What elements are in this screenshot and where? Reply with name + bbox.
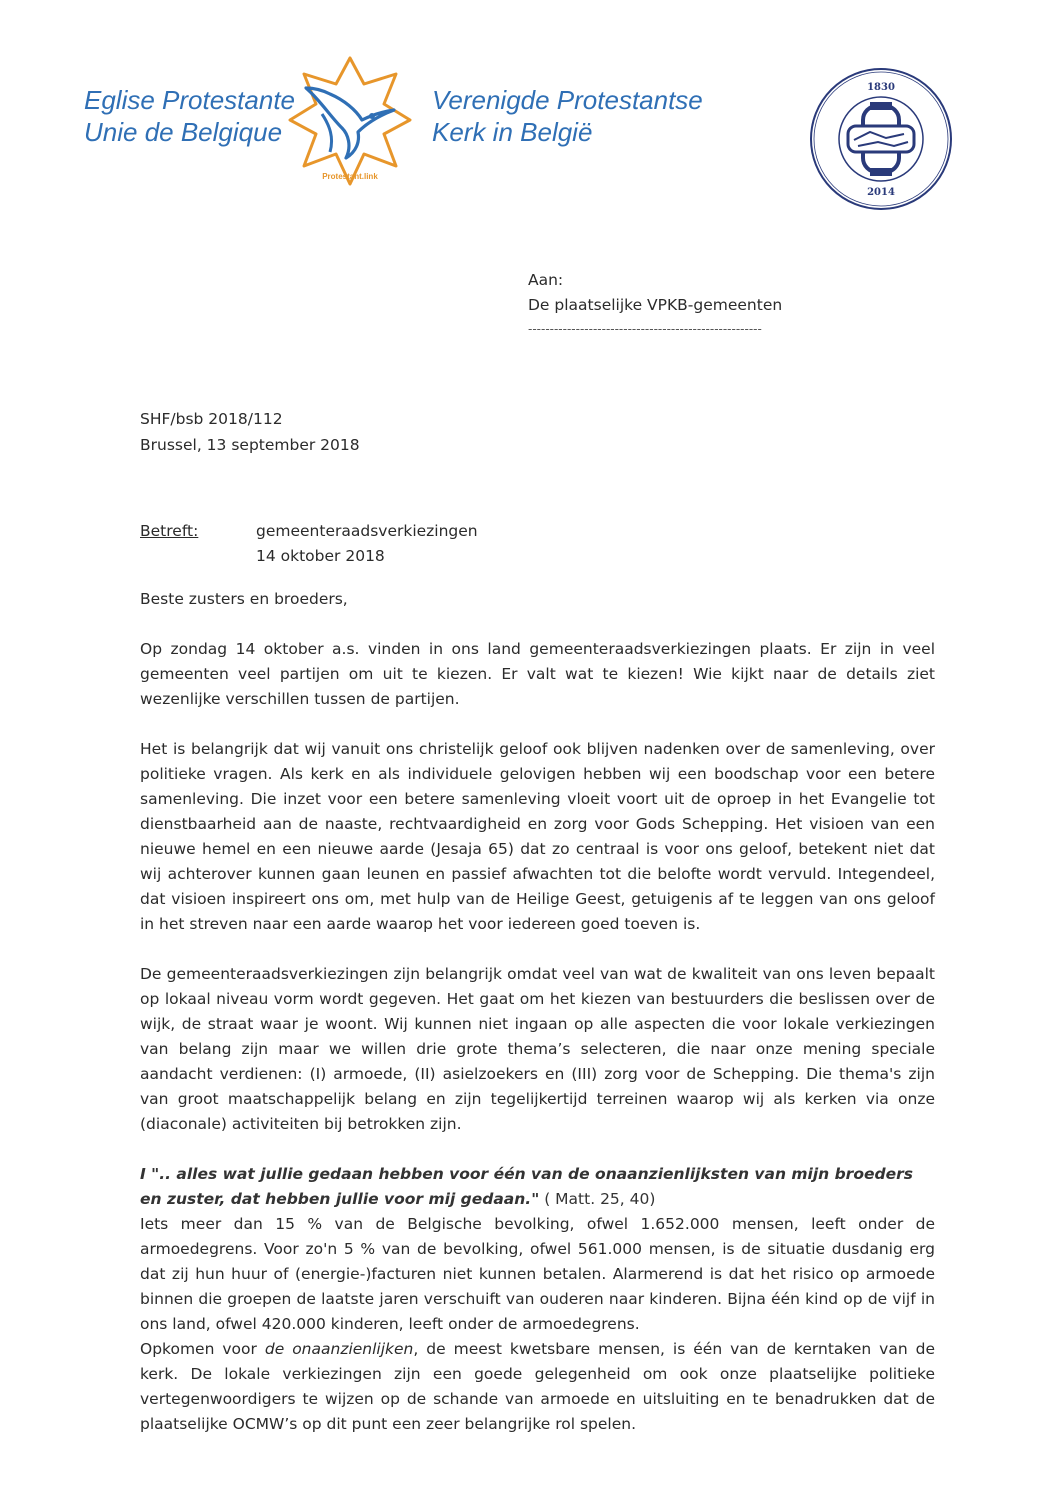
paragraph-3: De gemeenteraadsverkiezingen zijn belangrijk omdat veel van wat de kwaliteit van ons leven bepaalt op lokaal niveau vorm wordt gegeven. Het gaat om het kiezen van bestuurders die beslissen over de wijk, de straat waar je woont. Wij kunnen niet ingaan op alle aspecten die voor lokale verkiezingen van belang zijn maar we willen drie grote thema’s selecteren, die naar onze mening speciale aandacht verdienen: (I) armoede, (II) asielzoekers en (III) zorg voor de Schepping. Die thema's zijn van groot maatschappelijk belang en zijn tegelijkertijd terreinen waarop wij als kerken via onze (diaconale) activiteiten bij betrokken zijn. bbox=[140, 965, 935, 1133]
paragraph-1: Op zondag 14 oktober a.s. vinden in ons land gemeenteraadsverkiezingen plaats. Er zijn in veel gemeenten veel partijen om uit te kiezen. Er valt wat te kiezen! Wie kijkt naar de details ziet wezenlijke verschillen tussen de partijen. bbox=[140, 640, 935, 708]
recipient-divider: ------------------------------------------------------ bbox=[528, 322, 762, 336]
org-name-dutch bbox=[432, 84, 703, 148]
salutation: Beste zusters en broeders, bbox=[140, 590, 348, 608]
org-name-french bbox=[84, 84, 295, 148]
org-name-dutch-line1: Verenigde Protestantse bbox=[432, 85, 703, 115]
reference-place-date: Brussel, 13 september 2018 bbox=[140, 436, 360, 454]
letter-body bbox=[140, 587, 935, 1437]
reference-code: SHF/bsb 2018/112 bbox=[140, 410, 283, 428]
recipient-block bbox=[528, 268, 782, 340]
bible-quote-reference: ( Matt. 25, 40) bbox=[539, 1190, 656, 1208]
subject-label: Betreft: bbox=[140, 522, 199, 540]
subject-line1: gemeenteraadsverkiezingen bbox=[256, 522, 478, 540]
paragraph-5 bbox=[140, 1337, 935, 1437]
bible-quote bbox=[140, 1162, 935, 1212]
paragraph-2: Het is belangrijk dat wij vanuit ons christelijk geloof ook blijven nadenken over de samenleving, over politieke vragen. Als kerk en als individuele gelovigen hebben wij een boodschap voor een betere samenleving. Die inzet voor een betere samenleving vloeit voort uit de oproep in het Evangelie tot dienstbaarheid aan de naaste, rechtvaardigheid en zorg voor Gods Schepping. Het visioen van een nieuwe hemel en een nieuwe aarde (Jesaja 65) dat zo centraal is voor ons geloof, betekent niet dat wij achterover kunnen gaan leunen en passief afwachten tot die belofte wordt vervuld. Integendeel, dat visioen inspireert ons om, met hulp van de Heilige Geest, getuigenis af te leggen van ons geloof in het streven naar een aarde waarop het voor iedereen goed toeven is. bbox=[140, 740, 935, 933]
paragraph-5-rest: , de meest kwetsbare mensen, is één van de kerntaken van de kerk. De lokale verkiezingen zijn een goede gelegenheid om ook onze plaatselijke politieke vertegenwoordigers te wijzen op de schande van armoede en uitsluiting en te benadrukken dat de plaatselijke OCMW’s op dit punt een zeer belangrijke rol spelen. bbox=[140, 1340, 935, 1433]
recipient-label: Aan: bbox=[528, 271, 564, 289]
recipient-name: De plaatselijke VPKB-gemeenten bbox=[528, 296, 783, 314]
paragraph-5-italic: de onaanzienlijken bbox=[264, 1340, 414, 1358]
org-name-french-line2: Unie de Belgique bbox=[84, 117, 283, 147]
logo-caption: Protestant.link bbox=[322, 172, 378, 181]
synod-seal-icon bbox=[808, 66, 954, 212]
bible-quote-text: I ".. alles wat jullie gedaan hebben voor één van de onaanzienlijksten van mijn broeders en zuster, dat hebben jullie voor mij gedaan." bbox=[140, 1165, 913, 1208]
subject-text bbox=[256, 519, 656, 569]
reference-block bbox=[140, 406, 360, 458]
subject-line2: 14 oktober 2018 bbox=[256, 547, 385, 565]
paragraph-4: Iets meer dan 15 % van de Belgische bevolking, ofwel 1.652.000 mensen, leeft onder de armoedegrens. Voor zo'n 5 % van de bevolking, ofwel 561.000 mensen, is de situatie dusdanig erg dat zij hun huur of (energie-)facturen niet kunnen betalen. Alarmerend is dat het risico op armoede binnen die groepen de laatste jaren verschuift van ouderen naar kinderen. Bijna één kind op de vijf in ons land, ofwel 420.000 kinderen, leeft onder de armoedegrens. bbox=[140, 1215, 935, 1333]
org-name-dutch-line2: Kerk in België bbox=[432, 117, 593, 147]
paragraph-5-start: Opkomen voor bbox=[140, 1340, 265, 1358]
org-name-french-line1: Eglise Protestante bbox=[84, 85, 296, 115]
seal-year-top: 1830 bbox=[867, 82, 895, 93]
seal-year-bottom: 2014 bbox=[867, 187, 895, 198]
